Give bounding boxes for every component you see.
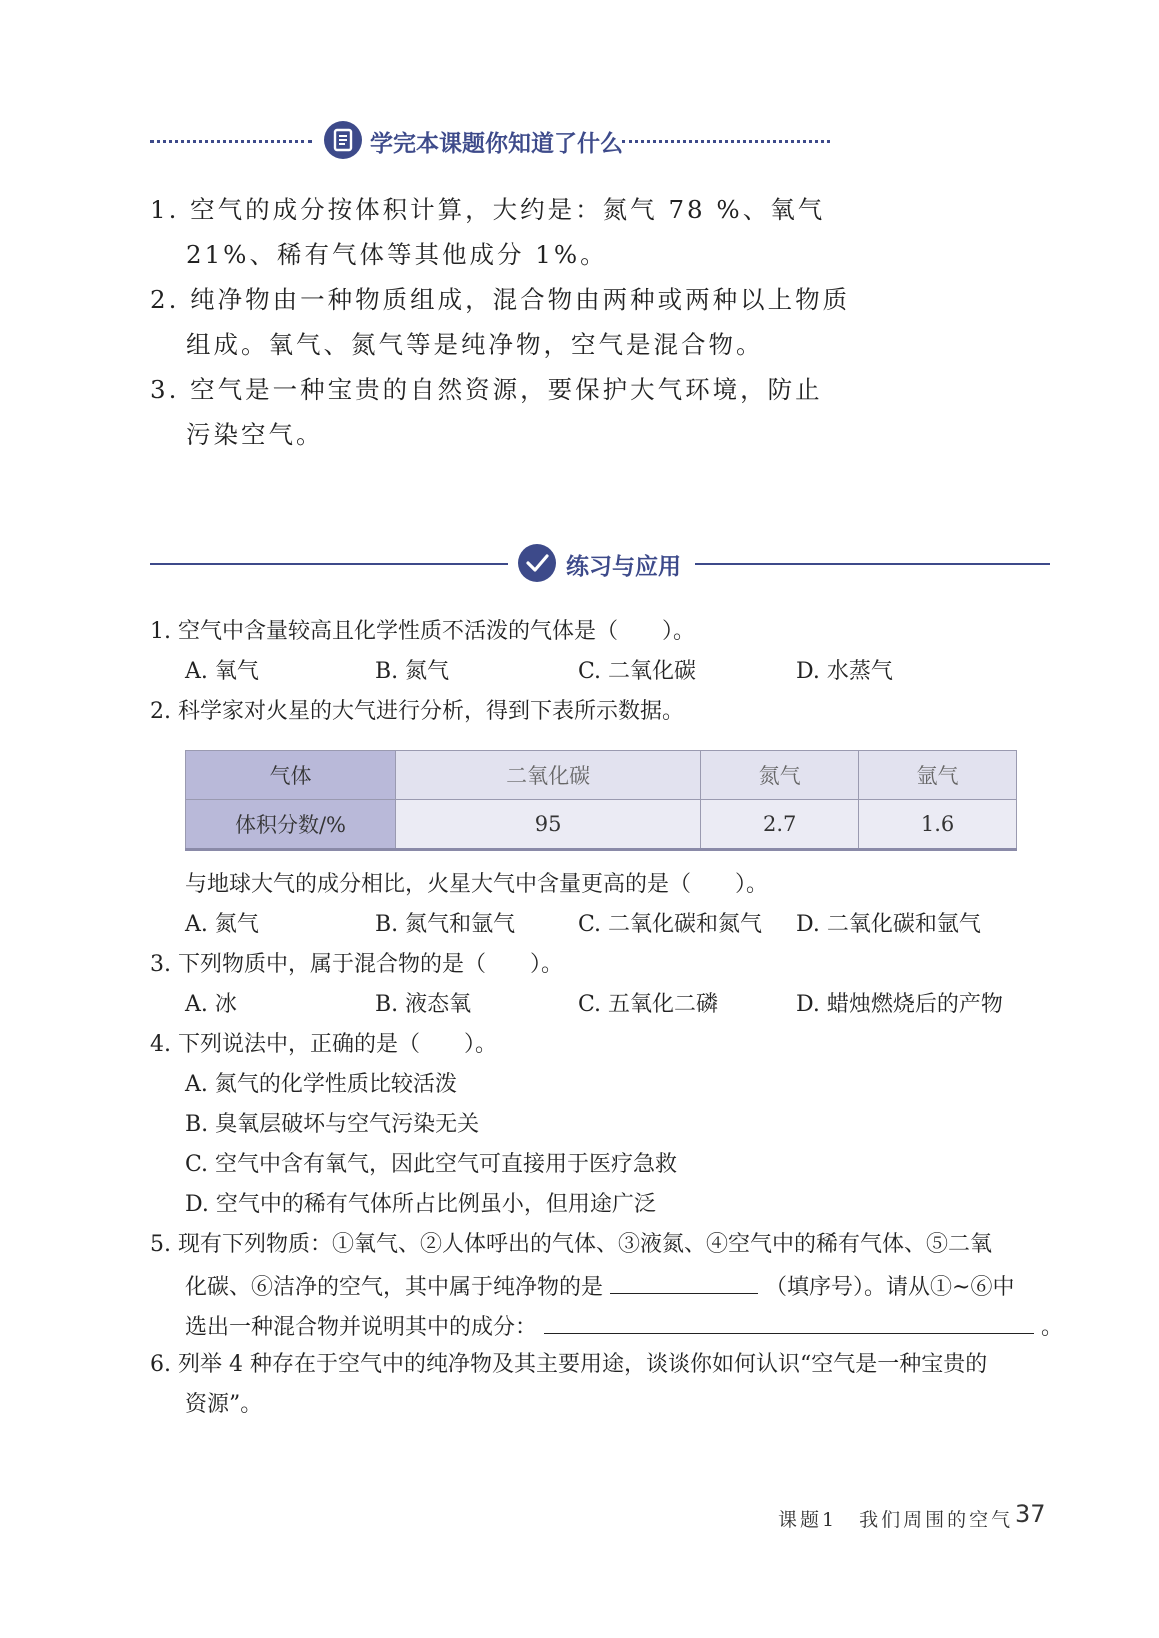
- summary-point-1: 1. 空气的成分按体积计算，大约是：氮气 78 %、氧气: [150, 195, 826, 224]
- question-1: 1. 空气中含量较高且化学性质不活泼的气体是（ ）。: [150, 619, 695, 644]
- question-5: 5. 现有下列物质：①氧气、②人体呼出的气体、③液氮、④空气中的稀有气体、⑤二氧: [150, 1232, 992, 1257]
- divider-right: [695, 563, 1050, 565]
- q1-option-d: D. 水蒸气: [796, 659, 893, 684]
- q1-option-a: A. 氧气: [185, 659, 259, 684]
- q1-option-b: B. 氮气: [375, 659, 450, 684]
- book-icon: [324, 121, 362, 159]
- dotted-divider-left: [150, 140, 312, 143]
- question-4: 4. 下列说法中，正确的是（ ）。: [150, 1032, 497, 1057]
- table-row: [186, 800, 1017, 850]
- exercises-title: 练习与应用: [566, 554, 681, 580]
- question-3: 3. 下列物质中，属于混合物的是（ ）。: [150, 952, 563, 977]
- summary-section-header: [150, 118, 830, 162]
- q4-option-b: B. 臭氧层破坏与空气污染无关: [185, 1112, 480, 1137]
- q4-option-a: A. 氮气的化学性质比较活泼: [185, 1072, 457, 1097]
- q5-period: 。: [1041, 1315, 1064, 1340]
- q1-option-c: C. 二氧化碳: [578, 659, 697, 684]
- table-cell-co2: 95: [396, 800, 701, 850]
- divider-left: [150, 563, 508, 565]
- summary-point-2-cont: 组成。氧气、氮气等是纯净物，空气是混合物。: [186, 330, 764, 359]
- q5-text-before-blank-2: 选出一种混合物并说明其中的成分：: [185, 1315, 538, 1340]
- table-row-label: 体积分数/%: [186, 800, 396, 850]
- question-2: 2. 科学家对火星的大气进行分析，得到下表所示数据。: [150, 699, 684, 724]
- q5-text-before-blank: 化碳、⑥洁净的空气，其中属于纯净物的是: [185, 1275, 604, 1300]
- q4-option-c: C. 空气中含有氧气，因此空气可直接用于医疗急救: [185, 1152, 678, 1177]
- summary-point-3: 3. 空气是一种宝贵的自然资源，要保护大气环境，防止: [150, 375, 823, 404]
- answer-blank-pure-substances[interactable]: [610, 1271, 758, 1294]
- table-header-ar: 氩气: [859, 751, 1017, 800]
- q4-option-d: D. 空气中的稀有气体所占比例虽小，但用途广泛: [185, 1192, 656, 1217]
- summary-title: 学完本课题你知道了什么: [370, 131, 623, 157]
- pencil-check-icon: [518, 544, 556, 582]
- table-header-n2: 氮气: [701, 751, 859, 800]
- q3-option-b: B. 液态氧: [375, 992, 472, 1017]
- q3-option-d: D. 蜡烛燃烧后的产物: [796, 992, 1003, 1017]
- answer-blank-mixture-components[interactable]: [544, 1311, 1034, 1334]
- table-header-co2: 二氧化碳: [396, 751, 701, 800]
- question-5-line-2: [185, 1271, 1014, 1302]
- summary-point-3-cont: 污染空气。: [186, 420, 324, 449]
- question-2-prompt: 与地球大气的成分相比，火星大气中含量更高的是（ ）。: [185, 872, 769, 897]
- table-cell-ar: 1.6: [859, 800, 1017, 850]
- footer-lesson-title: 课题1 我们周围的空气: [778, 1509, 1014, 1531]
- page-number: 37: [1015, 1500, 1046, 1528]
- table-cell-n2: 2.7: [701, 800, 859, 850]
- question-5-line-3: [185, 1311, 1063, 1342]
- q2-option-b: B. 氮气和氩气: [375, 912, 516, 937]
- summary-point-1-cont: 21%、稀有气体等其他成分 1%。: [186, 240, 608, 269]
- dotted-divider-right: [622, 140, 830, 143]
- summary-point-2: 2. 纯净物由一种物质组成，混合物由两种或两种以上物质: [150, 285, 851, 314]
- table-header-gas: 气体: [186, 751, 396, 800]
- q2-option-d: D. 二氧化碳和氩气: [796, 912, 981, 937]
- table-row: [186, 751, 1017, 800]
- question-6-cont: 资源”。: [185, 1392, 263, 1417]
- q3-option-a: A. 冰: [185, 992, 237, 1017]
- q2-option-c: C. 二氧化碳和氮气: [578, 912, 763, 937]
- question-6: 6. 列举 4 种存在于空气中的纯净物及其主要用途，谈谈你如何认识“空气是一种宝贵的: [150, 1352, 988, 1377]
- mars-atmosphere-table: [185, 750, 1017, 851]
- q5-text-after-blank: （填序号）。请从①~⑥中: [765, 1275, 1015, 1300]
- q3-option-c: C. 五氧化二磷: [578, 992, 719, 1017]
- q2-option-a: A. 氮气: [185, 912, 259, 937]
